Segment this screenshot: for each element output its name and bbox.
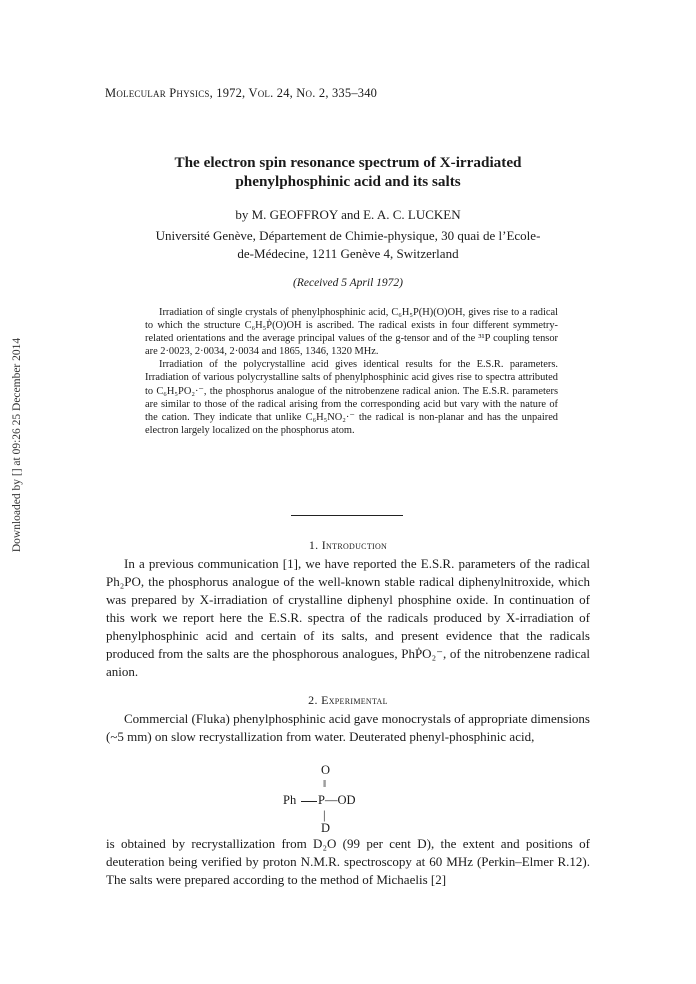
experimental-text (106, 710, 590, 746)
paper-title (0, 153, 696, 191)
received-date: (Received 5 April 1972) (293, 277, 403, 289)
abstract-paragraph-1: Irradiation of single crystals of phenylphosphinic acid, C₆H₅P(H)(O)OH, gives rise to a radical to which the structure C₆H₅Ṗ(O)OH is ascribed. The radical exists in four different symmetry-related orientations and the average principal values of the g-tensor and of the ³¹P coupling tensor are 2·0023, 2·0034, 2·0034 and 1865, 1346, 1320 MHz. (145, 307, 558, 358)
structure-double-bond: ‖ (323, 778, 327, 790)
experimental-paragraph: Commercial (Fluka) phenylphosphinic acid gave monocrystals of appropriate dimensions (~5 mm) on slow recrystallization from water. Deuterated phenyl-phosphinic acid, (106, 711, 590, 744)
chemical-structure (283, 763, 403, 835)
abstract (145, 306, 558, 437)
authors: by M. GEOFFROY and E. A. C. LUCKEN (235, 207, 461, 222)
section-heading-experimental: 2. Experimental (308, 693, 388, 707)
title-line-1: The electron spin resonance spectrum of X-irradiated (174, 154, 522, 171)
structure-bond-line (301, 801, 317, 802)
structure-left-group: Ph (283, 793, 297, 807)
introduction-text (106, 555, 590, 681)
section-divider (291, 515, 403, 516)
structure-center-group: P—OD (318, 793, 356, 807)
title-line-2: phenylphosphinic acid and its salts (235, 173, 461, 190)
download-watermark-text: Downloaded by [] at 09:26 25 December 2014 (11, 337, 23, 553)
journal-header: Molecular Physics, 1972, Vol. 24, No. 2, 335–340 (105, 86, 378, 100)
introduction-paragraph: In a previous communication [1], we have reported the E.S.R. parameters of the radical Ph₂PO, the phosphorus analogue of the well-known stable radical diphenylnitroxide, which was prepared by X-irradiation of crystalline diphenyl phosphine oxide. In continuation of this work we report here the E.S.R. spectra of the radicals produced by X-irradiation of phenylphosphinic acid and certain of its salts, and present evidence that the radicals produced from the salts are the phosphorous analogues, PhṖO₂⁻, of the nitrobenzene radical anion. (106, 556, 590, 679)
structure-top-atom: O (321, 763, 331, 777)
abstract-paragraph-2: Irradiation of the polycrystalline acid gives identical results for the E.S.R. parameters. Irradiation of various polycrystalline salts of phenylphosphinic acid gives rise to spectra attributed to C₆H₅PO₂·⁻, the phosphorus analogue of the nitrobenzene radical anion. The E.S.R. parameters are similar to those of the radical arising from the corresponding acid but vary with the nature of the cation. They indicate that unlike C₆H₅NO₂·⁻ the radical is non-planar and has the unpaired electron largely localized on the phosphorus atom. (145, 359, 558, 436)
download-watermark (8, 260, 26, 630)
structure-bottom-atom: D (321, 821, 331, 835)
affiliation-line-2: de-Médecine, 1211 Genève 4, Switzerland (237, 246, 459, 261)
experimental-continuation (106, 835, 590, 889)
affiliation (90, 227, 606, 263)
structure-single-bond: | (323, 808, 326, 822)
section-heading-introduction: 1. Introduction (308, 538, 388, 552)
affiliation-line-1: Université Genève, Département de Chimie-physique, 30 quai de l’Ecole- (155, 228, 541, 243)
experimental-paragraph-continued: is obtained by recrystallization from D₂O (99 per cent D), the extent and positions of deuteration being verified by proton N.M.R. spectroscopy at 60 MHz (Perkin–Elmer R.12). The salts were prepared according to the method of Michaelis [2] (106, 836, 590, 887)
